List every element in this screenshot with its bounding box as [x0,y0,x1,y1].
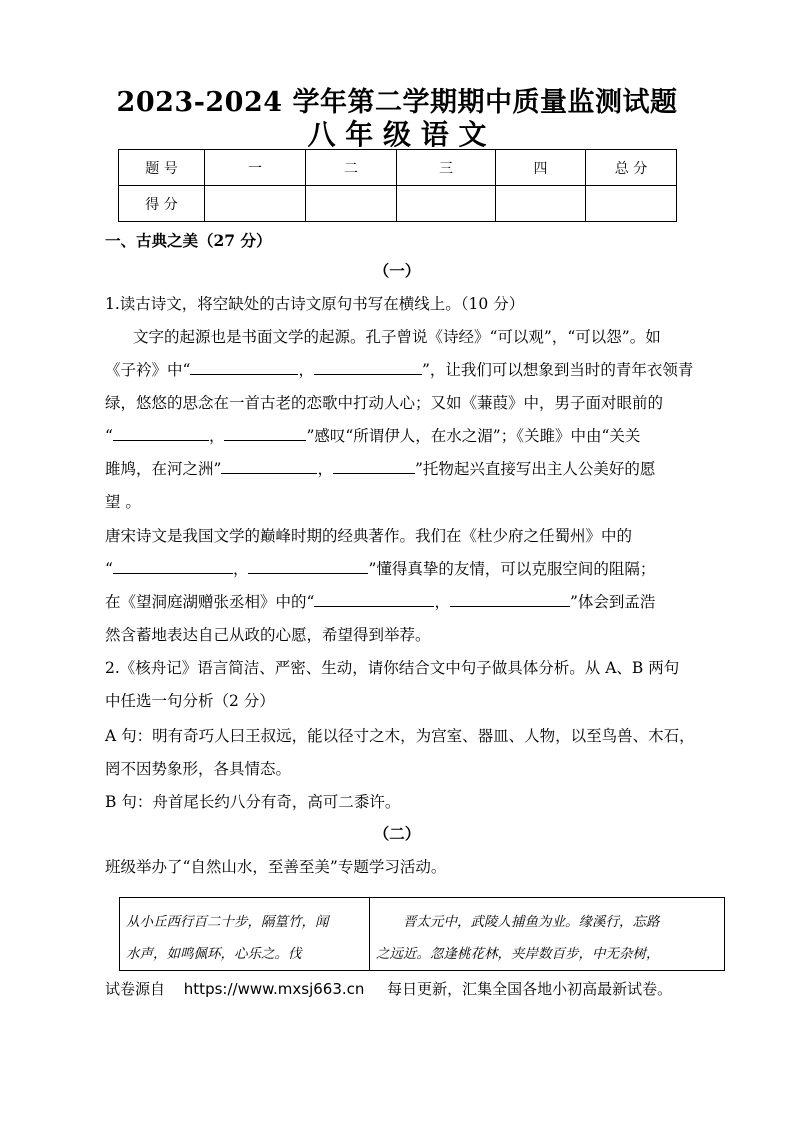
answer-blank[interactable] [314,591,434,607]
score-entry-cell [306,186,397,222]
footer-note: 每日更新，汇集全国各地小初高最新试卷。 [387,980,673,998]
passage-line: 水声，如鸣佩环，心乐之。伐 [126,946,302,962]
question-text: 绿，悠悠的思念在一首古老的恋歌中打动人心；又如《蒹葭》中，男子面对眼前的 [105,394,664,412]
answer-blank[interactable] [221,458,317,474]
answer-blank[interactable] [248,558,368,574]
question-text: 雎鸠，在河之洲” ， ”托物起兴直接写出主人公美好的愿 [105,460,656,478]
question-text: 《子衿》中“ ， ”，让我们可以想象到当时的青年衣领青 [105,361,694,379]
question-text: 文字的起源也是书面文学的起源。孔子曾说《诗经》“可以观”，“可以怨”。如 [133,328,661,346]
question-1-prompt: 1.读古诗文，将空缺处的古诗文原句书写在横线上。（10 分） [105,295,525,313]
answer-blank[interactable] [224,425,306,441]
question-text: 唐宋诗文是我国文学的巅峰时期的经典著作。我们在《杜少府之任蜀州》中的 [105,527,633,545]
question-2-prompt: 中任选一句分析（2 分） [105,692,275,710]
exam-subtitle: 八 年 级 语 文 [307,118,487,151]
score-table-cell: 三 [397,150,496,186]
question-text: “ ， ”懂得真挚的友情，可以克服空间的阻隔； [105,560,656,578]
score-table-cell: 得 分 [119,186,205,222]
passage-right [370,898,725,971]
answer-blank[interactable] [113,425,209,441]
answer-blank[interactable] [190,359,298,375]
score-table-score-row [119,186,677,222]
activity-intro: 班级举办了“自然山水，至善至美”专题学习活动。 [105,858,447,876]
question-text: 然含蓄地表达自己从政的心愿，希望得到举荐。 [105,626,431,644]
score-table-cell: 四 [496,150,586,186]
option-a-text: 罔不因势象形，各具情态。 [105,760,292,778]
passage-line: 从小丘西行百二十步，隔篁竹，闻 [126,914,329,930]
question-text: 望 。 [105,493,141,511]
option-b-text: B 句：舟首尾长约八分有奇，高可二黍许。 [105,793,401,811]
score-table-cell: 题 号 [119,150,205,186]
part-label: （一） [373,261,421,280]
score-entry-cell [496,186,586,222]
page-footer [105,978,672,999]
passage-left [120,898,370,971]
score-table-cell: 总 分 [586,150,677,186]
score-table-header-row [119,150,677,186]
score-entry-cell [205,186,306,222]
section-heading: 一、古典之美（27 分） [105,231,272,250]
answer-blank[interactable] [314,359,422,375]
score-entry-cell [586,186,677,222]
answer-blank[interactable] [450,591,570,607]
answer-blank[interactable] [113,558,233,574]
question-text: “ ， ”感叹“所谓伊人，在水之湄”；《关雎》中由“关关 [105,427,641,445]
score-entry-cell [397,186,496,222]
option-a-text: A 句：明有奇巧人曰王叔远，能以径寸之木，为宫室、器皿、人物，以至鸟兽、木石， [105,727,695,745]
exam-title: 2023-2024 学年第二学期期中质量监测试题 [116,87,678,118]
score-table-cell: 二 [306,150,397,186]
score-table-cell: 一 [205,150,306,186]
answer-blank[interactable] [333,458,415,474]
part-label: （二） [373,824,421,843]
question-text: 在《望洞庭湖赠张丞相》中的“ ， ”体会到孟浩 [105,593,656,611]
score-table [118,149,677,222]
question-2-prompt: 2.《核舟记》语言简洁、严密、生动，请你结合文中句子做具体分析。从 A、B 两句 [105,659,680,677]
passage-line: 之远近。忽逢桃花林，夹岸数百步，中无杂树， [376,946,660,962]
footer-source: 试卷源自 [105,980,166,998]
reading-passage-table [119,897,725,971]
passage-line: 晋太元中，武陵人捕鱼为业。缘溪行，忘路 [376,914,660,930]
footer-url[interactable]: https://www.mxsj663.cn [183,980,365,998]
